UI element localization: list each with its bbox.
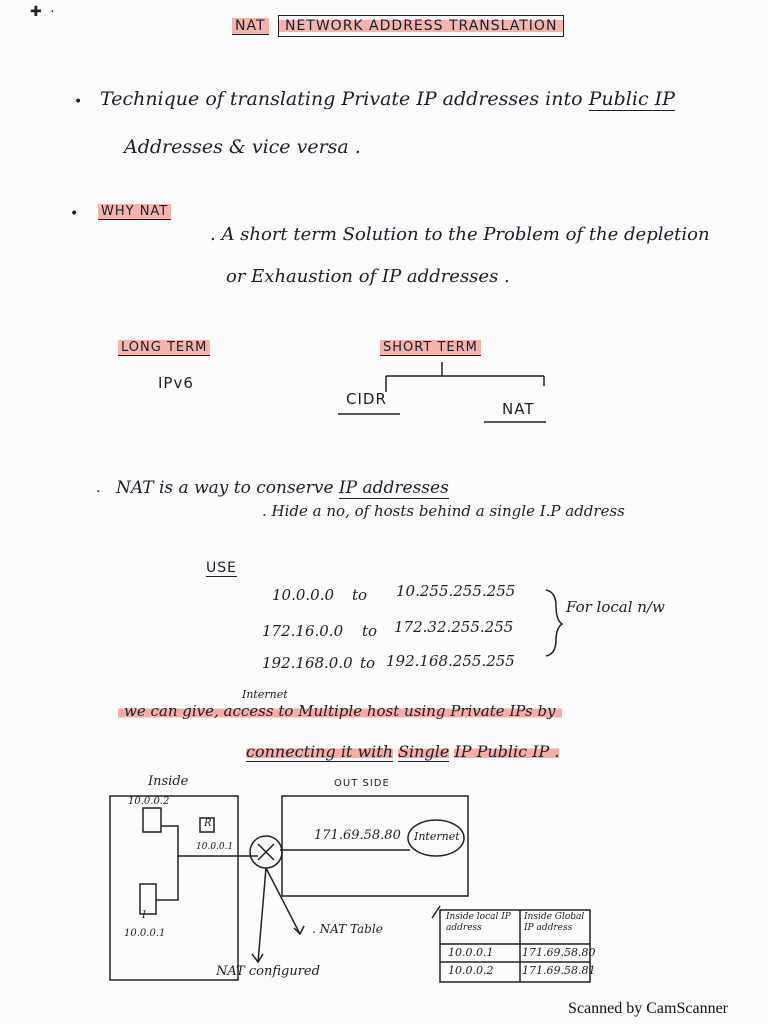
scanner-watermark: Scanned by CamScanner <box>568 1000 728 1017</box>
why-heading-text: WHY NAT <box>98 204 171 220</box>
range-to-3: 192.168.255.255 <box>386 652 515 670</box>
range-to-word: to <box>352 586 368 604</box>
inside-box <box>110 796 238 980</box>
nat-configured-label: NAT configured <box>216 964 320 979</box>
access-line2-a: connecting it with <box>246 742 393 761</box>
range-from-3: 192.168.0.0 <box>262 654 353 672</box>
router-ip: 10.0.0.1 <box>196 842 234 852</box>
access-line2-b: Single <box>398 742 450 761</box>
conserve-text: NAT is a way to conserve <box>116 478 334 498</box>
title-full: NETWORK ADDRESS TRANSLATION <box>278 15 564 37</box>
long-term-text: LONG TERM <box>118 340 210 356</box>
why-line2: or Exhaustion of IP addresses . <box>226 266 510 287</box>
bullet: • <box>70 206 79 222</box>
short-term-cidr: CIDR <box>346 390 387 408</box>
range-from-1: 10.0.0.0 <box>272 586 335 604</box>
term-tree <box>338 362 546 422</box>
short-term-nat: NAT <box>502 400 535 418</box>
definition-line2: Addresses & vice versa . <box>124 136 361 158</box>
why-line1: . A short term Solution to the Problem of the depletion <box>210 224 710 245</box>
range-to-word: to <box>360 654 376 672</box>
bullet: • <box>74 94 83 110</box>
brace-icon <box>546 590 562 656</box>
internet-label: Internet <box>414 830 460 843</box>
inside-label: Inside <box>148 774 189 789</box>
host-a-icon <box>143 808 161 832</box>
range-from-2: 172.16.0.0 <box>262 622 344 640</box>
short-term-text: SHORT TERM <box>380 340 481 356</box>
conserve-ul: IP addresses <box>338 478 449 498</box>
bullet: · <box>96 484 101 500</box>
range-to-word: to <box>362 622 378 640</box>
host-b-ip: 10.0.0.1 <box>124 928 166 939</box>
outside-box <box>282 796 468 896</box>
long-term-value: IPv6 <box>158 374 194 392</box>
range-to-2: 172.32.255.255 <box>394 618 514 636</box>
caret-word: Internet <box>242 688 288 701</box>
conserve-line2: . Hide a no, of hosts behind a single I.P address <box>262 502 625 520</box>
corner-mark: ✚ · <box>30 4 57 20</box>
nat-table-header-local: Inside local IP address <box>446 912 511 933</box>
access-line2-c: IP Public IP . <box>454 742 560 761</box>
public-ip-label: 171.69.58.80 <box>314 828 401 843</box>
nat-table-label: . NAT Table <box>312 922 383 936</box>
nat-table-cell: 10.0.0.2 <box>448 964 494 977</box>
use-heading-text: USE <box>206 560 237 576</box>
access-line1-text: we can give, access to Multiple host using Private IPs by <box>118 702 562 720</box>
nat-table-header-global: Inside Global IP address <box>524 912 585 933</box>
range-to-1: 10.255.255.255 <box>396 582 516 600</box>
public-ip-term: Public IP <box>588 88 675 110</box>
nat-table-cell: 171.69.58.80 <box>522 946 596 959</box>
host-tag: I <box>142 910 146 921</box>
title-nat: NAT <box>232 18 269 35</box>
nat-table-cell: 10.0.0.1 <box>448 946 494 959</box>
definition-text: Technique of translating Private IP addresses into <box>100 88 583 110</box>
host-a-ip: 10.0.0.2 <box>128 796 170 807</box>
outside-label: OUT SIDE <box>334 778 390 789</box>
use-note: For local n/w <box>566 598 665 616</box>
nat-table-cell: 171.69.58.81 <box>522 964 596 977</box>
router-tag: R <box>204 818 212 829</box>
